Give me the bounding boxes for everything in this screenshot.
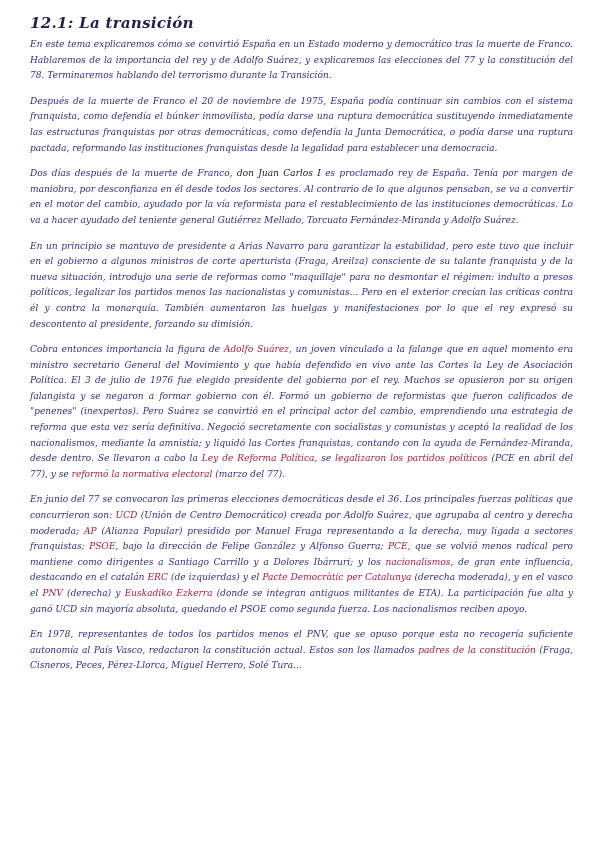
text-run: Dos días después de la muerte de Franco, [30, 169, 237, 180]
text-run: En un principio se mantuvo de presidente a Arias Navarro para garantizar la estabilidad, pero este tuvo que incluir en el gobierno a algunos ministros de corte aperturista (Fraga, Areilza) consciente de su talante franquista y de la nueva situación, introdujo una serie de reformas como "maquillaje" para no desmontar el régimen: indulto a presos políticos, legalizar los partidos menos las nacionalistas y comunistas... Pero en el exterior crecían las críticas contra él y contra la monarquía. También aumentaron las huelgas y manifestaciones por lo que el rey expresó su descontento al presidente, forzando su dimisión. [30, 241, 573, 330]
text-run: (Unión de Centro Democrático) creada por Adolfo Suárez, que agrupaba al centro y derecha moderada; [30, 511, 573, 537]
text-run: , se [314, 454, 336, 465]
text-run: (marzo del 77). [212, 469, 285, 480]
document-body [30, 38, 573, 675]
text-run: En 1978, representantes de todos los partidos menos el PNV, que se opuso porque esta no recogería suficiente autonomía al País Vasco, redactaron la constitución actual. Estos son los llamados [30, 630, 573, 656]
text-run: es proclamado rey de España. Tenía por margen de maniobra, por desconfianza en él desde todos los sectores. Al contrario de lo que algunos pensaban, se va a convertir en el motor del cambio, ayudado por la vía reformista para el restablecimiento de las instituciones democráticas. Lo va a hacer ayudado del teniente general Gutiérrez Mellado, Torcuato Fernández-Miranda y Adolfo Suárez. [30, 169, 573, 226]
paragraph [30, 38, 573, 85]
text-run: (derecha moderada), y en el vasco el [30, 573, 573, 599]
highlighted-term: don Juan Carlos I [236, 169, 321, 180]
text-run: En este tema explicaremos cómo se convirtió España en un Estado moderno y democrático tras la muerte de Franco. Hablaremos de la importancia del rey y de Adolfo Suárez, y explicaremos las elecciones del 77 y la constitución del 78. Terminaremos hablando del terrorismo durante la Transición. [30, 40, 573, 82]
paragraph [30, 343, 573, 483]
highlighted-term: PSOE [89, 542, 116, 553]
highlighted-term: nacionalismos [385, 557, 451, 568]
paragraph [30, 95, 573, 157]
page-title: 12.1: La transición [30, 14, 194, 32]
highlighted-term: Ley de Reforma Política [201, 454, 315, 465]
text-run: (Fraga, Cisneros, Peces, Pérez-Llorca, Miguel Herrero, Solé Tura... [30, 645, 573, 672]
text-run: , de gran ente influencia, destacando en el catalán [30, 557, 573, 584]
highlighted-term: Pacte Democràtic per Catalunya [262, 573, 412, 584]
text-run: Después de la muerte de Franco el 20 de noviembre de 1975, España podía continuar sin cambios con el sistema franquista, como defendía el búnker inmovilista, podía darse una ruptura democrática sustituyendo inmediatamente las estructuras franquistas por otras democráticas, como defendía la Junta Democrática, o podía darse una ruptura pactada, reformando las instituciones franquistas desde la legalidad para establecer una democracia. [30, 96, 573, 154]
paragraph [30, 493, 573, 618]
text-run: Cobra entonces importancia la figura de [30, 345, 224, 356]
text-run: En junio del 77 se convocaron las primeras elecciones democráticas desde el 36. Los principales fuerzas políticas que concurrieron son: [30, 495, 573, 522]
highlighted-term: PCE [387, 542, 408, 553]
text-run: (Alianza Popular) presidido por Manuel Fraga representando a la derecha, muy ligada a sectores franquistas; [30, 526, 573, 553]
text-run: , bajo la dirección de Felipe González y Alfonso Guerra; [115, 542, 388, 553]
text-run: (donde se integran antiguos militantes de ETA). La participación fue alta y ganó UCD sin mayoría absoluta, quedando el PSOE como segunda fuerza. Los nacionalismos reciben apoyo. [30, 589, 573, 615]
highlighted-term: legalizaron los partidos políticos [335, 454, 488, 465]
highlighted-term: AP [83, 526, 97, 537]
text-run: , que se volvió menos radical pero mantiene como dirigentes a Santiago Carrillo y a Dolores Ibárruri; y los [30, 542, 574, 568]
highlighted-term: ERC [147, 573, 168, 584]
highlighted-term: padres de la constitución [418, 645, 536, 656]
text-run: (PCE en abril del 77), y se [30, 454, 573, 480]
paragraph [30, 240, 573, 334]
text-run: , un joven vinculado a la falange que en aquel momento era ministro secretario General del Movimiento y que había defendido en vivo ante las Cortes la Ley de Asociación Política. El 3 de julio de 1976 fue elegido presidente del gobierno por el rey. Muchos se opusieron por su origen falangista y se negaron a formar gobierno con él. Formó un gobierno de reformistas que fueron calificados de "penenes" (inexpertos). Pero Suárez se convirtió en el principal actor del cambio, emprendiendo una estrategia de reforma que esta vez sería definitiva. Negoció secretamente con socialistas y comunistas y aceptó la realidad de los nacionalismos, mediante la amnistía; y liquidó las Cortes franquistas, contando con la ayuda de Fernández-Miranda, desde dentro. Se llevaron a cabo la [30, 345, 573, 465]
paragraph [30, 167, 573, 229]
highlighted-term: PNV [42, 589, 63, 599]
highlighted-term: UCD [115, 511, 138, 522]
paragraph [30, 628, 573, 675]
text-run: (de izquierdas) y el [167, 573, 263, 584]
highlighted-term: Adolfo Suárez [223, 345, 289, 356]
highlighted-term: Euskadiko Ezkerra [124, 589, 213, 599]
text-run: (derecha) y [62, 589, 125, 599]
highlighted-term: reformó la normativa electoral [71, 469, 213, 480]
